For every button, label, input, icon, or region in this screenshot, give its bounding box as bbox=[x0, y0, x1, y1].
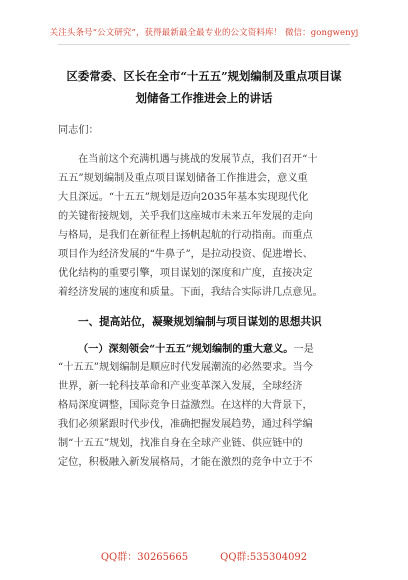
paragraph-line: “十五五”规划编制是顺应时代发展潮流的必然要求。当今 bbox=[58, 362, 313, 373]
paragraph-line: 着经济发展的速度和质量。下面，我结合实际讲几点意见。 bbox=[58, 287, 323, 298]
paragraph-line: 大且深远。“十五五”规划是迈向2035年基本实现现代化 bbox=[58, 192, 309, 203]
paragraph-line: 与格局，是我们在新征程上扬帆起航的行动指南。而重点 bbox=[58, 230, 313, 241]
paragraph-line: 格局深度调整，国际竞争日益激烈。在这样的大背景下， bbox=[58, 400, 313, 411]
paragraph-line: 定位，积极融入新发展格局，才能在激烈的竞争中立于不 bbox=[58, 457, 313, 468]
paragraph-line: 的关键衔接规划，关乎我们这座城市未来五年发展的走向 bbox=[58, 211, 313, 222]
banner-divider bbox=[58, 44, 350, 45]
footer-qq-banner bbox=[0, 548, 408, 563]
paragraph-line: 我们必须紧跟时代步伐，准确把握发展趋势，通过科学编 bbox=[58, 419, 313, 430]
footer-qq-group-1: QQ群：30265665 bbox=[100, 552, 189, 563]
subsection-first-line bbox=[78, 342, 378, 357]
document-title-line-2: 划储备工作推进会上的讲话 bbox=[135, 91, 273, 105]
paragraph-line: 世界，新一轮科技革命和产业变革深入发展，全球经济 bbox=[58, 381, 303, 392]
top-promo-banner: 关注头条号“公文研究”，获得最新最全最专业的公文资料库！ 微信：gongwenyj bbox=[49, 28, 359, 38]
paragraph-line: 在当前这个充满机遇与挑战的发展节点，我们召开“十 bbox=[78, 154, 318, 165]
paragraph-line: 项目作为经济发展的“牛鼻子”，是拉动投资、促进增长、 bbox=[58, 249, 313, 260]
document-title-line-1: 区委常委、区长在全市“十五五”规划编制及重点项目谋 bbox=[66, 69, 342, 83]
paragraph-line: 五五”规划编制及重点项目谋划储备工作推进会，意义重 bbox=[58, 173, 308, 184]
salutation: 同志们： bbox=[58, 125, 99, 136]
footer-qq-group-2: QQ群:535304092 bbox=[220, 552, 308, 563]
section-heading: 一、提高站位，凝聚规划编制与项目谋划的思想共识 bbox=[78, 316, 322, 328]
paragraph-line: 制“十五五”规划，找准自身在全球产业链、供应链中的 bbox=[58, 438, 303, 449]
subsection-heading: （一）深刻领会“十五五”规划编制的重大意义。 bbox=[78, 343, 294, 355]
subsection-lead-in: 一是 bbox=[293, 344, 314, 355]
paragraph-line: 优化结构的重要引擎，项目谋划的深度和广度，直接决定 bbox=[58, 268, 313, 279]
